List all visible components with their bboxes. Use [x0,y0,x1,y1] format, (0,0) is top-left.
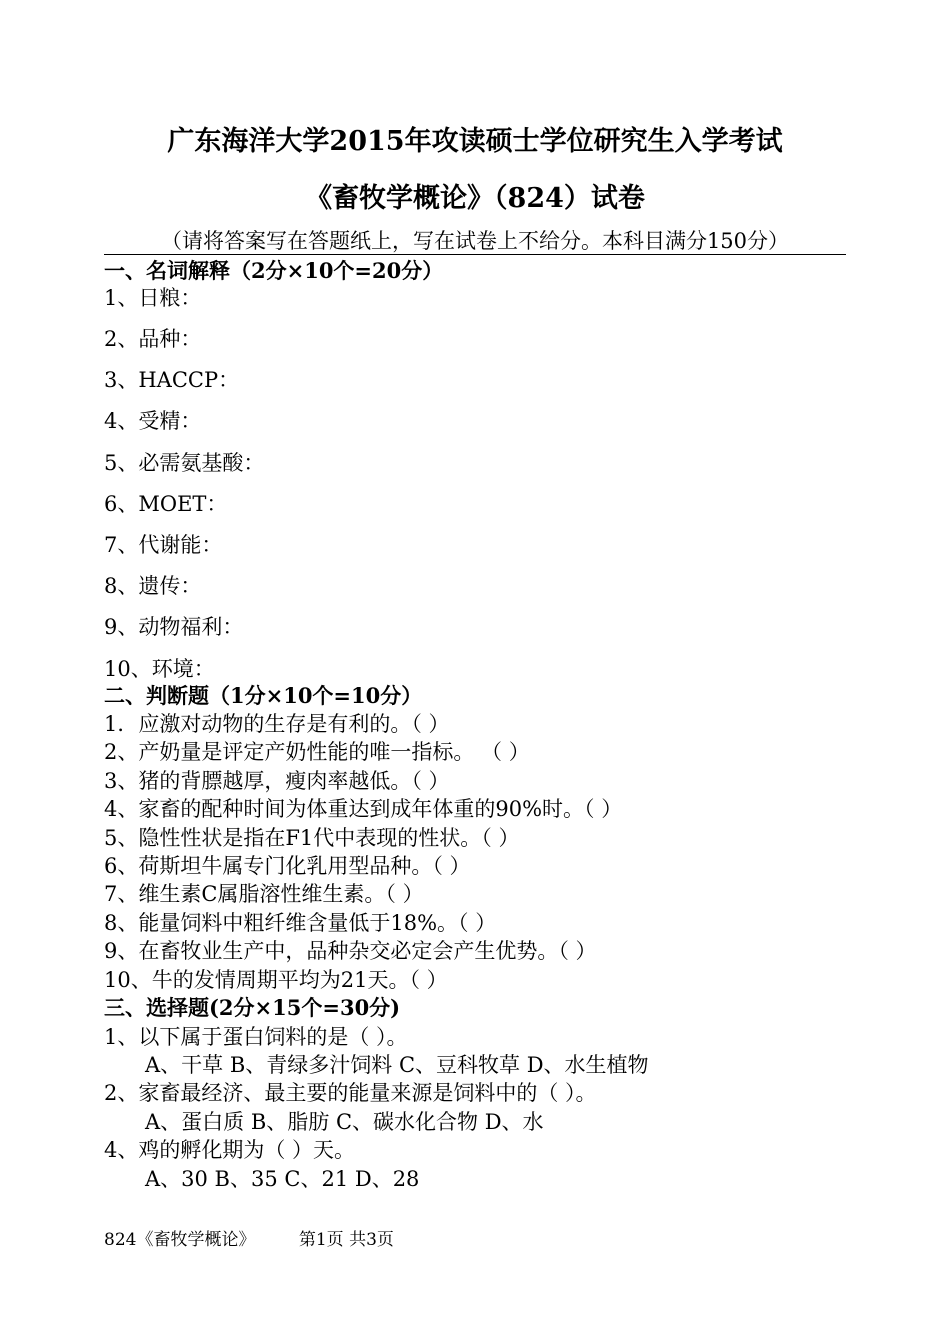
section2-item: 1．应激对动物的生存是有利的。（ ） [104,712,450,736]
section1-heading: 一、名词解释（2分×10个=20分） [104,258,444,283]
section3-options: A、干草 B、青绿多汁饲料 C、豆科牧草 D、水生植物 [145,1053,649,1077]
section2-item: 6、荷斯坦牛属专门化乳用型品种。（ ） [104,854,471,878]
page-footer [104,1229,394,1251]
section3-question: 2、家畜最经济、最主要的能量来源是饲料中的（ ）。 [104,1081,597,1105]
section3-options: A、30 B、35 C、21 D、28 [145,1167,420,1191]
section1-item: 1、日粮： [104,286,202,310]
section1-item: 10、环境： [104,657,215,681]
section1-item: 9、动物福利： [104,615,244,639]
section1-item: 2、品种： [104,327,202,351]
section1-item: 4、受精： [104,409,202,433]
section2-heading: 二、判断题（1分×10个=10分） [104,683,423,708]
section2-item: 4、家畜的配种时间为体重达到成年体重的90%时。（ ） [104,797,623,821]
section3-question: 4、鸡的孵化期为（ ）天。 [104,1138,356,1162]
exam-instructions: （请将答案写在答题纸上，写在试卷上不给分。本科目满分150分） [104,228,846,255]
section2-item: 7、维生素C属脂溶性维生素。（ ） [104,882,424,906]
section2-item: 10、牛的发情周期平均为21天。（ ） [104,968,448,992]
section3-question: 1、以下属于蛋白饲料的是（ ）。 [104,1025,408,1049]
footer-page-number: 第1页 共3页 [298,1230,394,1250]
section2-item: 2、产奶量是评定产奶性能的唯一指标。 （ ） [104,740,530,764]
section3-heading: 三、选择题(2分×15个=30分) [104,995,401,1020]
section1-item: 7、代谢能： [104,533,223,557]
section1-item: 6、MOET： [104,492,228,516]
section1-item: 8、遗传： [104,574,202,598]
section1-item: 3、HACCP： [104,368,240,392]
section2-item: 5、隐性性状是指在F1代中表现的性状。（ ） [104,826,520,850]
exam-subtitle: 《畜牧学概论》（824）试卷 [305,183,645,214]
section3-options: A、蛋白质 B、脂肪 C、碳水化合物 D、水 [145,1110,544,1134]
section2-item: 8、能量饲料中粗纤维含量低于18%。（ ） [104,911,497,935]
section2-item: 3、猪的背膘越厚，瘦肉率越低。（ ） [104,769,450,793]
section2-item: 9、在畜牧业生产中，品种杂交必定会产生优势。（ ） [104,939,597,963]
exam-title: 广东海洋大学2015年攻读硕士学位研究生入学考试 [167,126,783,157]
footer-course: 824《畜牧学概论》 [104,1230,256,1250]
section1-item: 5、必需氨基酸： [104,451,265,475]
